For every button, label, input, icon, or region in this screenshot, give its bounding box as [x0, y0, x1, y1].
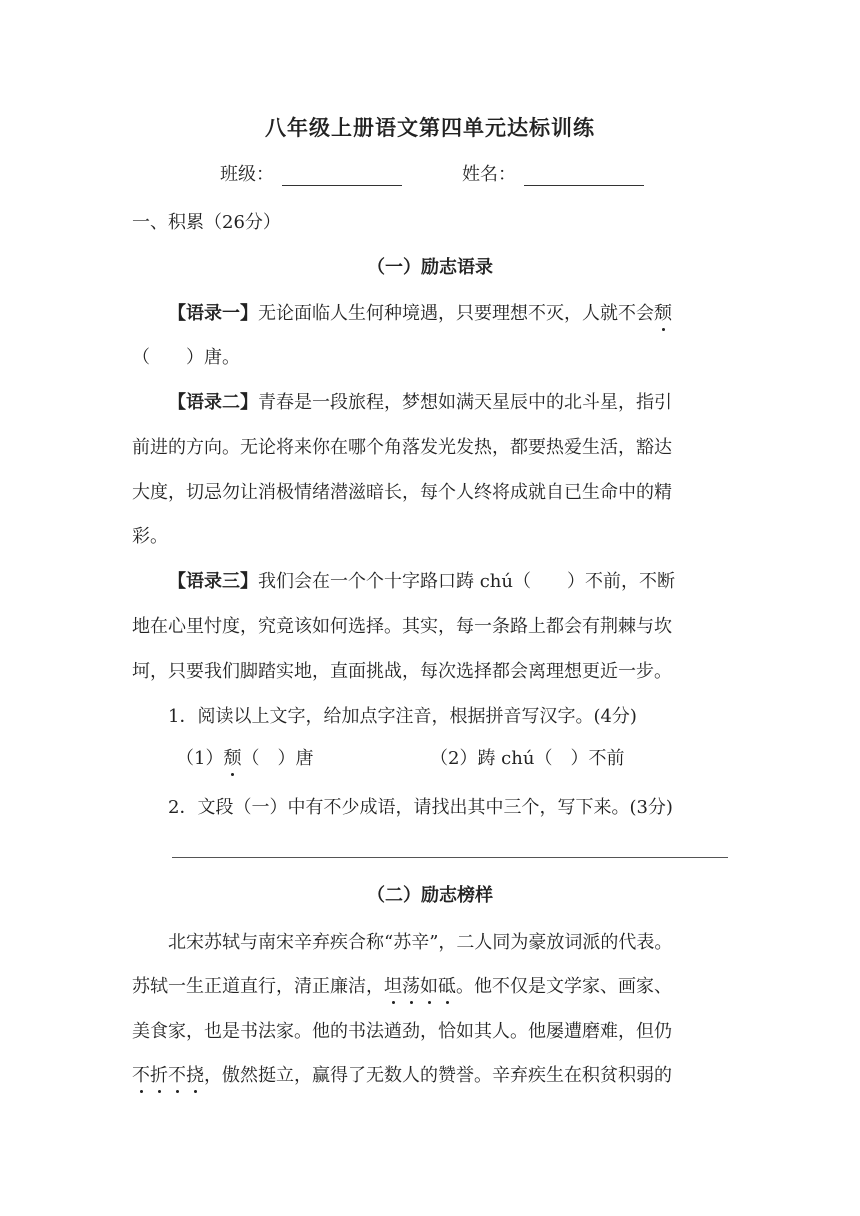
- dotted-char: 砥: [438, 976, 456, 997]
- quote2-text: 青春是一段旅程，梦想如满天星辰中的北斗星，指引: [258, 392, 672, 413]
- dotted-char: 颓: [654, 303, 672, 324]
- p2-pre: 苏轼一生正道直行，清正廉洁，: [132, 976, 384, 997]
- quote2-line3: 大度，切忌勿让消极情绪潜滋暗长，每个人终将成就自已生命中的精: [132, 482, 672, 503]
- quote1-line1: [168, 299, 672, 325]
- question-1-answer-b: （2）踌 chú（ ）不前: [430, 748, 625, 769]
- quote3-line1: [168, 567, 675, 593]
- question-1-answer-a: [176, 744, 313, 770]
- quote2-line2: 前进的方向。无论将来你在哪个角落发光发热，都要热爱生活，豁达: [132, 437, 672, 458]
- quote2-line1: [168, 388, 672, 414]
- class-label: 班级：: [220, 164, 274, 185]
- quote2-line4: 彩。: [132, 526, 168, 547]
- q1a-rest: （ ）唐: [241, 748, 314, 769]
- dotted-char: 颓: [223, 748, 242, 769]
- part2-paragraph-line3: 美食家，也是书法家。他的书法遒劲，恰如其人。他屡遭磨难，但仍: [132, 1021, 672, 1042]
- dotted-char: 折: [150, 1065, 168, 1086]
- section-heading: 一、积累（26分）: [132, 212, 281, 233]
- name-label: 姓名：: [462, 164, 516, 185]
- quote3-line2: 地在心里忖度，究竟该如何选择。其实，每一条路上都会有荆棘与坎: [132, 616, 672, 637]
- name-field: [462, 160, 644, 186]
- name-blank: [524, 167, 644, 186]
- part2-paragraph-line4: [132, 1061, 672, 1087]
- part1-heading: （一）励志语录: [367, 257, 493, 278]
- p4-post: ，傲然挺立，赢得了无数人的赞誉。辛弃疾生在积贫积弱的: [204, 1065, 672, 1086]
- dotted-char: 坦: [384, 976, 402, 997]
- dotted-char: 不: [168, 1065, 186, 1086]
- class-blank: [282, 167, 402, 186]
- answer-line: [172, 857, 728, 858]
- part2-paragraph-line2: [132, 972, 672, 998]
- dotted-char: 不: [132, 1065, 150, 1086]
- quote1-line2: （ ）唐。: [132, 347, 240, 368]
- part2-paragraph-line1: 北宋苏轼与南宋辛弃疾合称“苏辛”，二人同为豪放词派的代表。: [168, 932, 673, 953]
- quote3-line3: 坷，只要我们脚踏实地，直面挑战，每次选择都会离理想更近一步。: [132, 661, 672, 682]
- quote1-text: 无论面临人生何种境遇，只要理想不灭，人就不会: [258, 303, 654, 324]
- quote3-tag: 【语录三】: [168, 571, 258, 592]
- page-title: 八年级上册语文第四单元达标训练: [265, 115, 595, 140]
- part2-heading: （二）励志榜样: [367, 885, 493, 906]
- quote2-tag: 【语录二】: [168, 392, 258, 413]
- question-1: 1．阅读以上文字，给加点字注音，根据拼音写汉字。(4分): [168, 706, 637, 727]
- class-field: [220, 160, 402, 186]
- quote3-text: 我们会在一个个十字路口踌 chú（ ）不前，不断: [258, 571, 675, 592]
- q1a-prefix: （1）: [176, 748, 224, 769]
- quote1-tag: 【语录一】: [168, 303, 258, 324]
- question-2: 2．文段（一）中有不少成语，请找出其中三个，写下来。(3分): [168, 797, 673, 818]
- dotted-char: 如: [420, 976, 438, 997]
- dotted-char: 荡: [402, 976, 420, 997]
- p2-post: 。他不仅是文学家、画家、: [456, 976, 672, 997]
- dotted-char: 挠: [186, 1065, 204, 1086]
